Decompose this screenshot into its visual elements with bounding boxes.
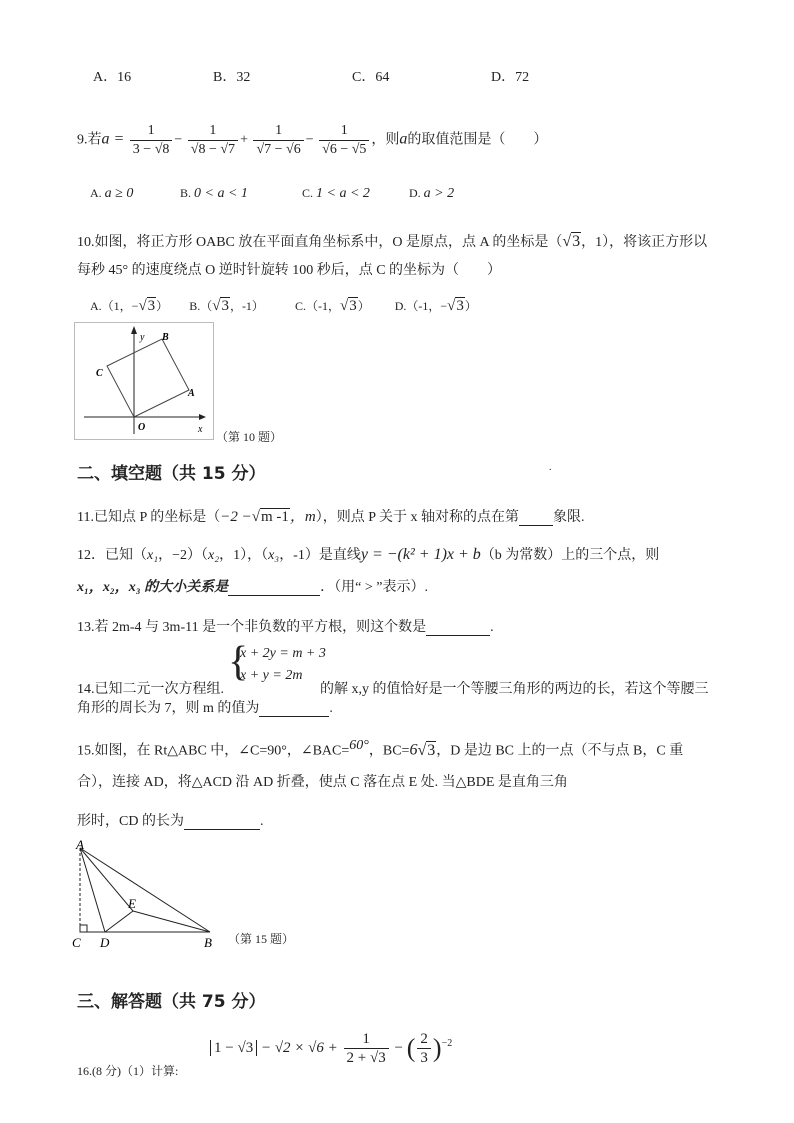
section-3-heading: 三、解答题（共 75 分） [77, 992, 266, 1012]
q15-line2: 合），连接 AD，将△ACD 沿 AD 折叠，使点 C 落在点 E 处. 当△BDE 是直角三角 [77, 775, 568, 790]
stray-dot: . [549, 462, 552, 473]
label-A: A [76, 840, 84, 852]
q10-option-d: D.（-1，−√3） [394, 298, 477, 314]
side-ab [80, 848, 210, 932]
q9-prefix: 9.若 [77, 132, 102, 148]
q14-line1b: 的解 x,y 的值恰好是一个等腰三角形的两边的长，若这个等腰三 [320, 682, 709, 697]
q16-expression: 1 − √3 − √2 × √6 + $\frac{1}{2 + √3}$ − ( $\frac{2}{3}$ )$^{-2}$ [210, 1030, 452, 1067]
q9-fraction-1: $\frac{1}{3 - √8}$ [130, 122, 173, 159]
q9-fraction-4: $\frac{1}{√6 - √5}$ [319, 122, 369, 159]
q9-option-b: B. 0 < a < 1 [180, 186, 248, 201]
label-C: C [72, 935, 81, 950]
q9-suffix2: 的取值范围是（ ） [407, 132, 548, 148]
q16-label: 16.(8 分)（1）计算: [77, 1064, 179, 1078]
q8-option-d: D．72 [491, 70, 530, 85]
label-x: x [198, 424, 203, 435]
figure-10 [74, 322, 214, 440]
section-2-heading: 二、填空题（共 15 分） [77, 464, 266, 484]
question-12-line2: x₁，x₂，x₃ 的大小关系是 ．（用“ > ”表示）. [77, 580, 428, 595]
q10-caption: （第 10 题） [216, 430, 283, 444]
q15-line1: 15.如图，在 Rt△ABC 中，∠C=90°，∠BAC=$^{60^\circ}$，BC=6√3，D 是边 BC 上的一点（不与点 B，C 重 [77, 738, 684, 759]
square-oabc [107, 339, 189, 417]
q14-line1a: 14.已知二元一次方程组. [77, 682, 224, 697]
question-11: 11.已知点 P 的坐标是（−2 −√m -1，m），则点 P 关于 x 轴对称的点在第 象限. [77, 509, 585, 525]
segment-ad [80, 848, 105, 932]
label-B: B [162, 332, 169, 343]
label-D: D [100, 935, 110, 950]
q8-option-b: B．32 [213, 70, 251, 85]
label-B: B [204, 935, 212, 950]
q15-caption: （第 15 题） [228, 932, 295, 946]
segment-de [105, 911, 133, 932]
q8-option-a: A．16 [93, 70, 132, 85]
label-C: C [96, 368, 103, 379]
q10-option-b: B.（√3，-1） [189, 298, 264, 314]
q10-option-a: A.（1，−√3） [90, 298, 169, 314]
q15-line3: 形时，CD 的长为 . [77, 814, 264, 829]
q9-var: a = [101, 130, 125, 148]
segment-ae [80, 848, 133, 911]
q8-option-c: C．64 [352, 70, 390, 85]
label-A: A [188, 388, 195, 399]
label-O: O [138, 422, 146, 433]
right-angle-mark [80, 925, 87, 932]
figure-15 [70, 840, 220, 950]
q10-line2: 每秒 45° 的速度绕点 O 逆时针旋转 100 秒后，点 C 的坐标为（ ） [77, 263, 502, 278]
q9-option-c: C. 1 < a < 2 [302, 186, 370, 201]
q14-line2: 角形的周长为 7，则 m 的值为 . [77, 701, 333, 716]
q9-option-d: D. a > 2 [409, 186, 455, 201]
question-9: 9.若a = $\frac{1}{3 - √8}$ − $\frac{1}{√8 - √7}$ + $\frac{1}{√7 - √6}$ − $\frac{1}{√6 - √5}$ ，则a的取值范围是（ ） [77, 123, 548, 157]
label-E: E [128, 896, 136, 911]
q10-option-c: C.（-1，√3） [294, 298, 370, 314]
q9-fraction-3: $\frac{1}{√7 - √6}$ [253, 122, 303, 159]
question-12-line1: 12．已知（x₁，−2）（x₂，1），（x₃，-1）是直线y = −(k² + 1)x + b（b 为常数）上的三个点，则 [77, 546, 660, 563]
question-13: 13.若 2m-4 与 3m-11 是一个非负数的平方根，则这个数是 . [77, 620, 494, 635]
q9-suffix: ，则 [371, 132, 400, 148]
q9-option-a: A. a ≥ 0 [90, 186, 134, 201]
segment-eb [133, 911, 210, 932]
q9-fraction-2: $\frac{1}{√8 - √7}$ [188, 122, 238, 159]
q10-line1: 10.如图，将正方形 OABC 放在平面直角坐标系中，O 是原点，点 A 的坐标是（√3，1），将该正方形以 [77, 233, 708, 250]
label-y: y [140, 332, 145, 343]
q10-options [90, 297, 477, 315]
